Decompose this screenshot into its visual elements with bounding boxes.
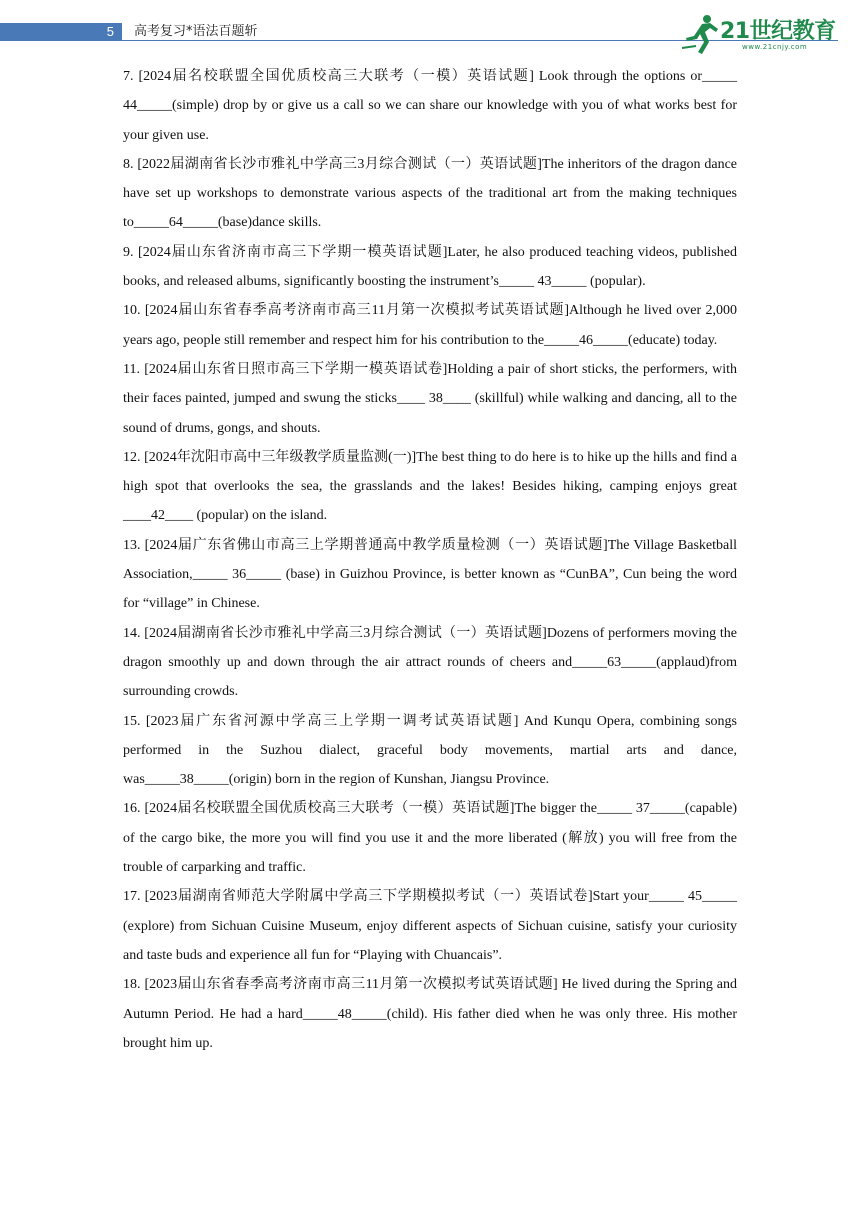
runner-logo-icon xyxy=(680,12,720,58)
question-item: 13. [2024届广东省佛山市高三上学期普通高中教学质量检测（一）英语试题]The Village Basketball Association,_____ 36_____ (base) in Guizhou Province, is better known as “CunBA”, Cun being the word for “village” in Chinese. xyxy=(123,537,737,612)
question-item: 18. [2023届山东省春季高考济南市高三11月第一次模拟考试英语试题] He lived during the Spring and Autumn Period. He had a hard_____48_____(child). His father died when he was only three. His mother brought him up. xyxy=(123,977,737,1051)
page-header xyxy=(0,0,860,60)
question-item: 17. [2023届湖南省师范大学附属中学高三下学期模拟考试（一）英语试卷]Start your_____ 45_____ (explore) from Sichuan Cuisine Museum, enjoy different aspects of Sichuan cuisine, satisfy your curiosity and taste buds and experience all fun for “Playing with Chuancais”. xyxy=(123,889,737,963)
header-title: 高考复习*语法百题斩 xyxy=(134,24,258,39)
question-item: 16. [2024届名校联盟全国优质校高三大联考（一模）英语试题]The bigger the_____ 37_____(capable) of the cargo bike, the more you will find you use it and the more liberated (解放) you will free from the trouble of carparking and traffic. xyxy=(123,801,737,876)
question-item: 9. [2024届山东省济南市高三下学期一模英语试题]Later, he also produced teaching videos, published books, and released albums, significantly boosting the instrument’s_____ 43_____ (popular). xyxy=(123,244,737,290)
question-item: 11. [2024届山东省日照市高三下学期一模英语试卷]Holding a pair of short sticks, the performers, with their faces painted, jumped and swung the sticks____ 38____ (skillful) while walking and dancing, all to the sound of drums, gongs, and shouts. xyxy=(123,361,737,436)
question-item: 12. [2024年沈阳市高中三年级教学质量监测(一)]The best thing to do here is to hike up the hills and find a high spot that overlooks the sea, the grasslands and the lakes! Besides hiking, camping enjoys great ____42____ (popular) on the island. xyxy=(123,449,737,524)
page-number: 5 xyxy=(0,23,122,41)
logo-text: 21世纪教育 xyxy=(720,19,836,44)
question-item: 14. [2024届湖南省长沙市雅礼中学高三3月综合测试（一）英语试题]Dozens of performers moving the dragon smoothly up and down through the air attract rounds of cheers and_____63_____(applaud)from surrounding crowds. xyxy=(123,625,737,700)
site-logo xyxy=(680,12,840,58)
question-list xyxy=(123,62,737,1058)
question-item: 7. [2024届名校联盟全国优质校高三大联考（一模）英语试题] Look through the options or_____ 44_____(simple) drop by or give us a call so we can share our knowledge with you of what works best for your given use. xyxy=(123,69,737,143)
question-item: 15. [2023届广东省河源中学高三上学期一调考试英语试题] And Kunqu Opera, combining songs performed in the Suzhou dialect, graceful body movements, martial arts and dance, was_____38_____(origin) born in the region of Kunshan, Jiangsu Province. xyxy=(123,713,737,788)
question-item: 8. [2022届湖南省长沙市雅礼中学高三3月综合测试（一）英语试题]The inheritors of the dragon dance have set up workshops to demonstrate various aspects of the traditional art from the making techniques to_____64_____(base)dance skills. xyxy=(123,156,737,231)
question-item: 10. [2024届山东省春季高考济南市高三11月第一次模拟考试英语试题]Although he lived over 2,000 years ago, people still remember and respect him for his contribution to the_____46_____(educate) today. xyxy=(123,303,737,348)
logo-url: www.21cnjy.com xyxy=(742,43,808,51)
